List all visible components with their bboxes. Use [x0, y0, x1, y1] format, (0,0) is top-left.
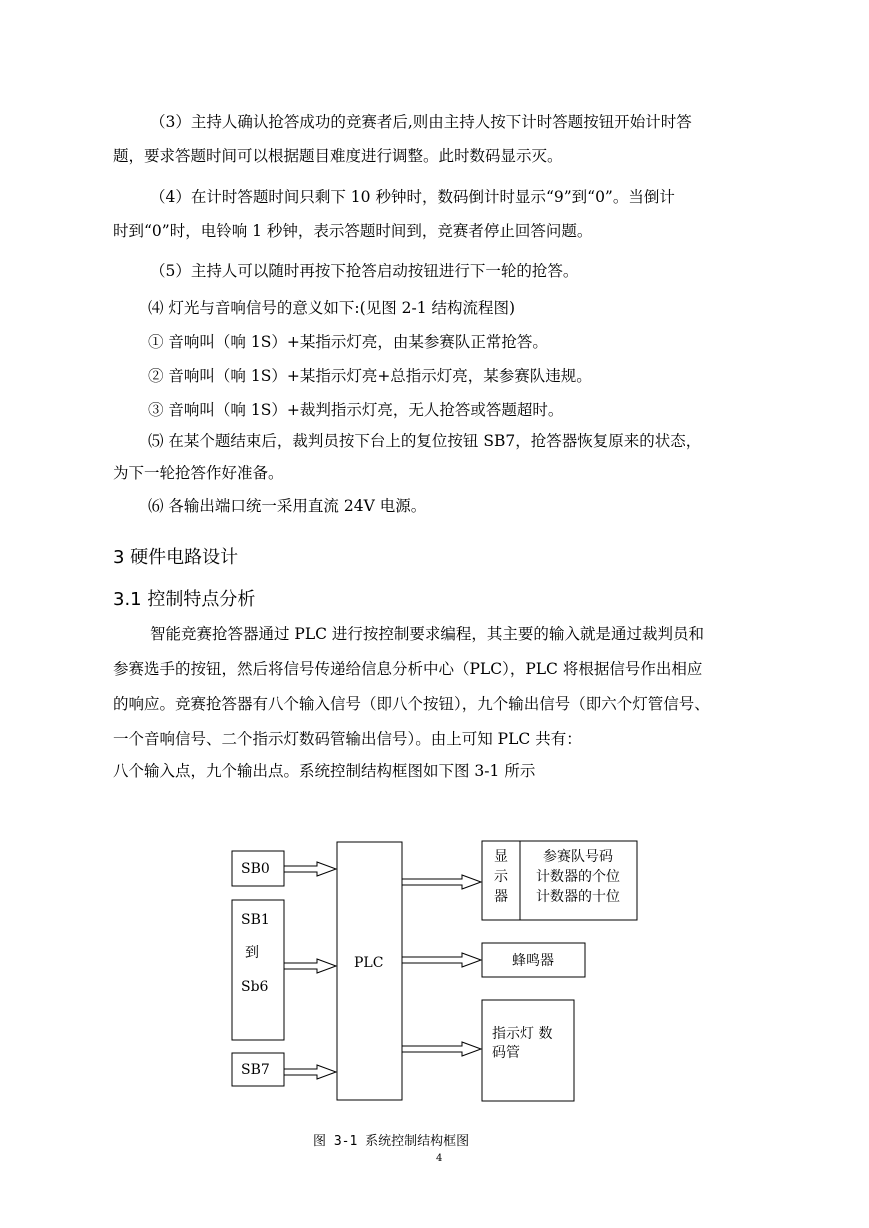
item-4-title: ⑷ 灯光与音响信号的意义如下:(见图 2-1 结构流程图)	[148, 299, 516, 317]
item-5-line1: ⑸ 在某个题结束后，裁判员按下台上的复位按钮 SB7，抢答器恢复原来的状态，	[148, 432, 702, 450]
plc-box	[337, 842, 402, 1100]
arrow-sb1-sb6	[284, 959, 336, 973]
body2-line4: 一个音响信号、二个指示灯数码管输出信号）。由上可知 PLC 共有：	[113, 730, 582, 748]
paragraph-3-line1: （3）主持人确认抢答成功的竞赛者后,则由主持人按下计时答题按钮开始计时答	[150, 113, 692, 131]
arrow-buzzer	[402, 953, 481, 967]
plc-label: PLC	[354, 955, 384, 971]
body2-line5: 八个输入点，九个输出点。系统控制结构框图如下图 3-1 所示	[113, 762, 536, 780]
section-heading: 3 硬件电路设计	[113, 547, 239, 568]
paragraph-4-line2: 时到“0”时，电铃响 1 秒钟，表示答题时间到，竞赛者停止回答问题。	[113, 222, 593, 240]
body2-line2: 参赛选手的按钮，然后将信号传递给信息分析中心（PLC），PLC 将根据信号作出相应	[113, 660, 703, 678]
display-char-3: 器	[494, 889, 508, 905]
display-item-tens: 计数器的十位	[536, 889, 620, 905]
arrow-sb7	[284, 1065, 336, 1079]
paragraph-4-line1: （4）在计时答题时间只剩下 10 秒钟时，数码倒计时显示“9”到“0”。当倒计	[150, 188, 675, 206]
body2-line1: 智能竞赛抢答器通过 PLC 进行按控制要求编程，其主要的输入就是通过裁判员和	[150, 625, 704, 643]
display-item-team: 参赛队号码	[543, 849, 613, 865]
paragraph-3-line2: 题，要求答题时间可以根据题目难度进行调整。此时数码显示灭。	[113, 147, 563, 165]
sb1-label: SB1	[241, 912, 270, 928]
item-4-sub1: ① 音响叫（响 1S）+某指示灯亮，由某参赛队正常抢答。	[148, 333, 548, 351]
subsection-heading: 3.1 控制特点分析	[113, 589, 256, 610]
indicator-label-line1: 指示灯 数	[492, 1026, 553, 1042]
sb0-label: SB0	[241, 861, 270, 877]
display-char-2: 示	[494, 869, 508, 885]
paragraph-5: （5）主持人可以随时再按下抢答启动按钮进行下一轮的抢答。	[150, 262, 579, 280]
to-label: 到	[245, 945, 259, 961]
indicator-label-line2: 码管	[492, 1045, 520, 1061]
display-char-1: 显	[494, 849, 508, 865]
item-6: ⑹ 各输出端口统一采用直流 24V 电源。	[148, 497, 427, 515]
arrow-indicator	[402, 1042, 481, 1056]
buzzer-label: 蜂鸣器	[512, 953, 554, 969]
item-4-sub3: ③ 音响叫（响 1S）+裁判指示灯亮，无人抢答或答题超时。	[148, 401, 564, 419]
page-number: 4	[436, 1153, 443, 1164]
sb7-label: SB7	[241, 1062, 270, 1078]
sb6-label: Sb6	[241, 979, 269, 995]
figure-caption: 图 3-1 系统控制结构框图	[313, 1134, 470, 1149]
arrow-display	[402, 875, 481, 889]
arrow-sb0	[284, 862, 336, 876]
item-4-sub2: ② 音响叫（响 1S）+某指示灯亮+总指示灯亮，某参赛队违规。	[148, 367, 592, 385]
item-5-line2: 为下一轮抢答作好准备。	[113, 464, 284, 482]
body2-line3: 的响应。竞赛抢答器有八个输入信号（即八个按钮），九个输出信号（即六个灯管信号、	[113, 695, 710, 713]
display-item-ones: 计数器的个位	[536, 869, 620, 885]
